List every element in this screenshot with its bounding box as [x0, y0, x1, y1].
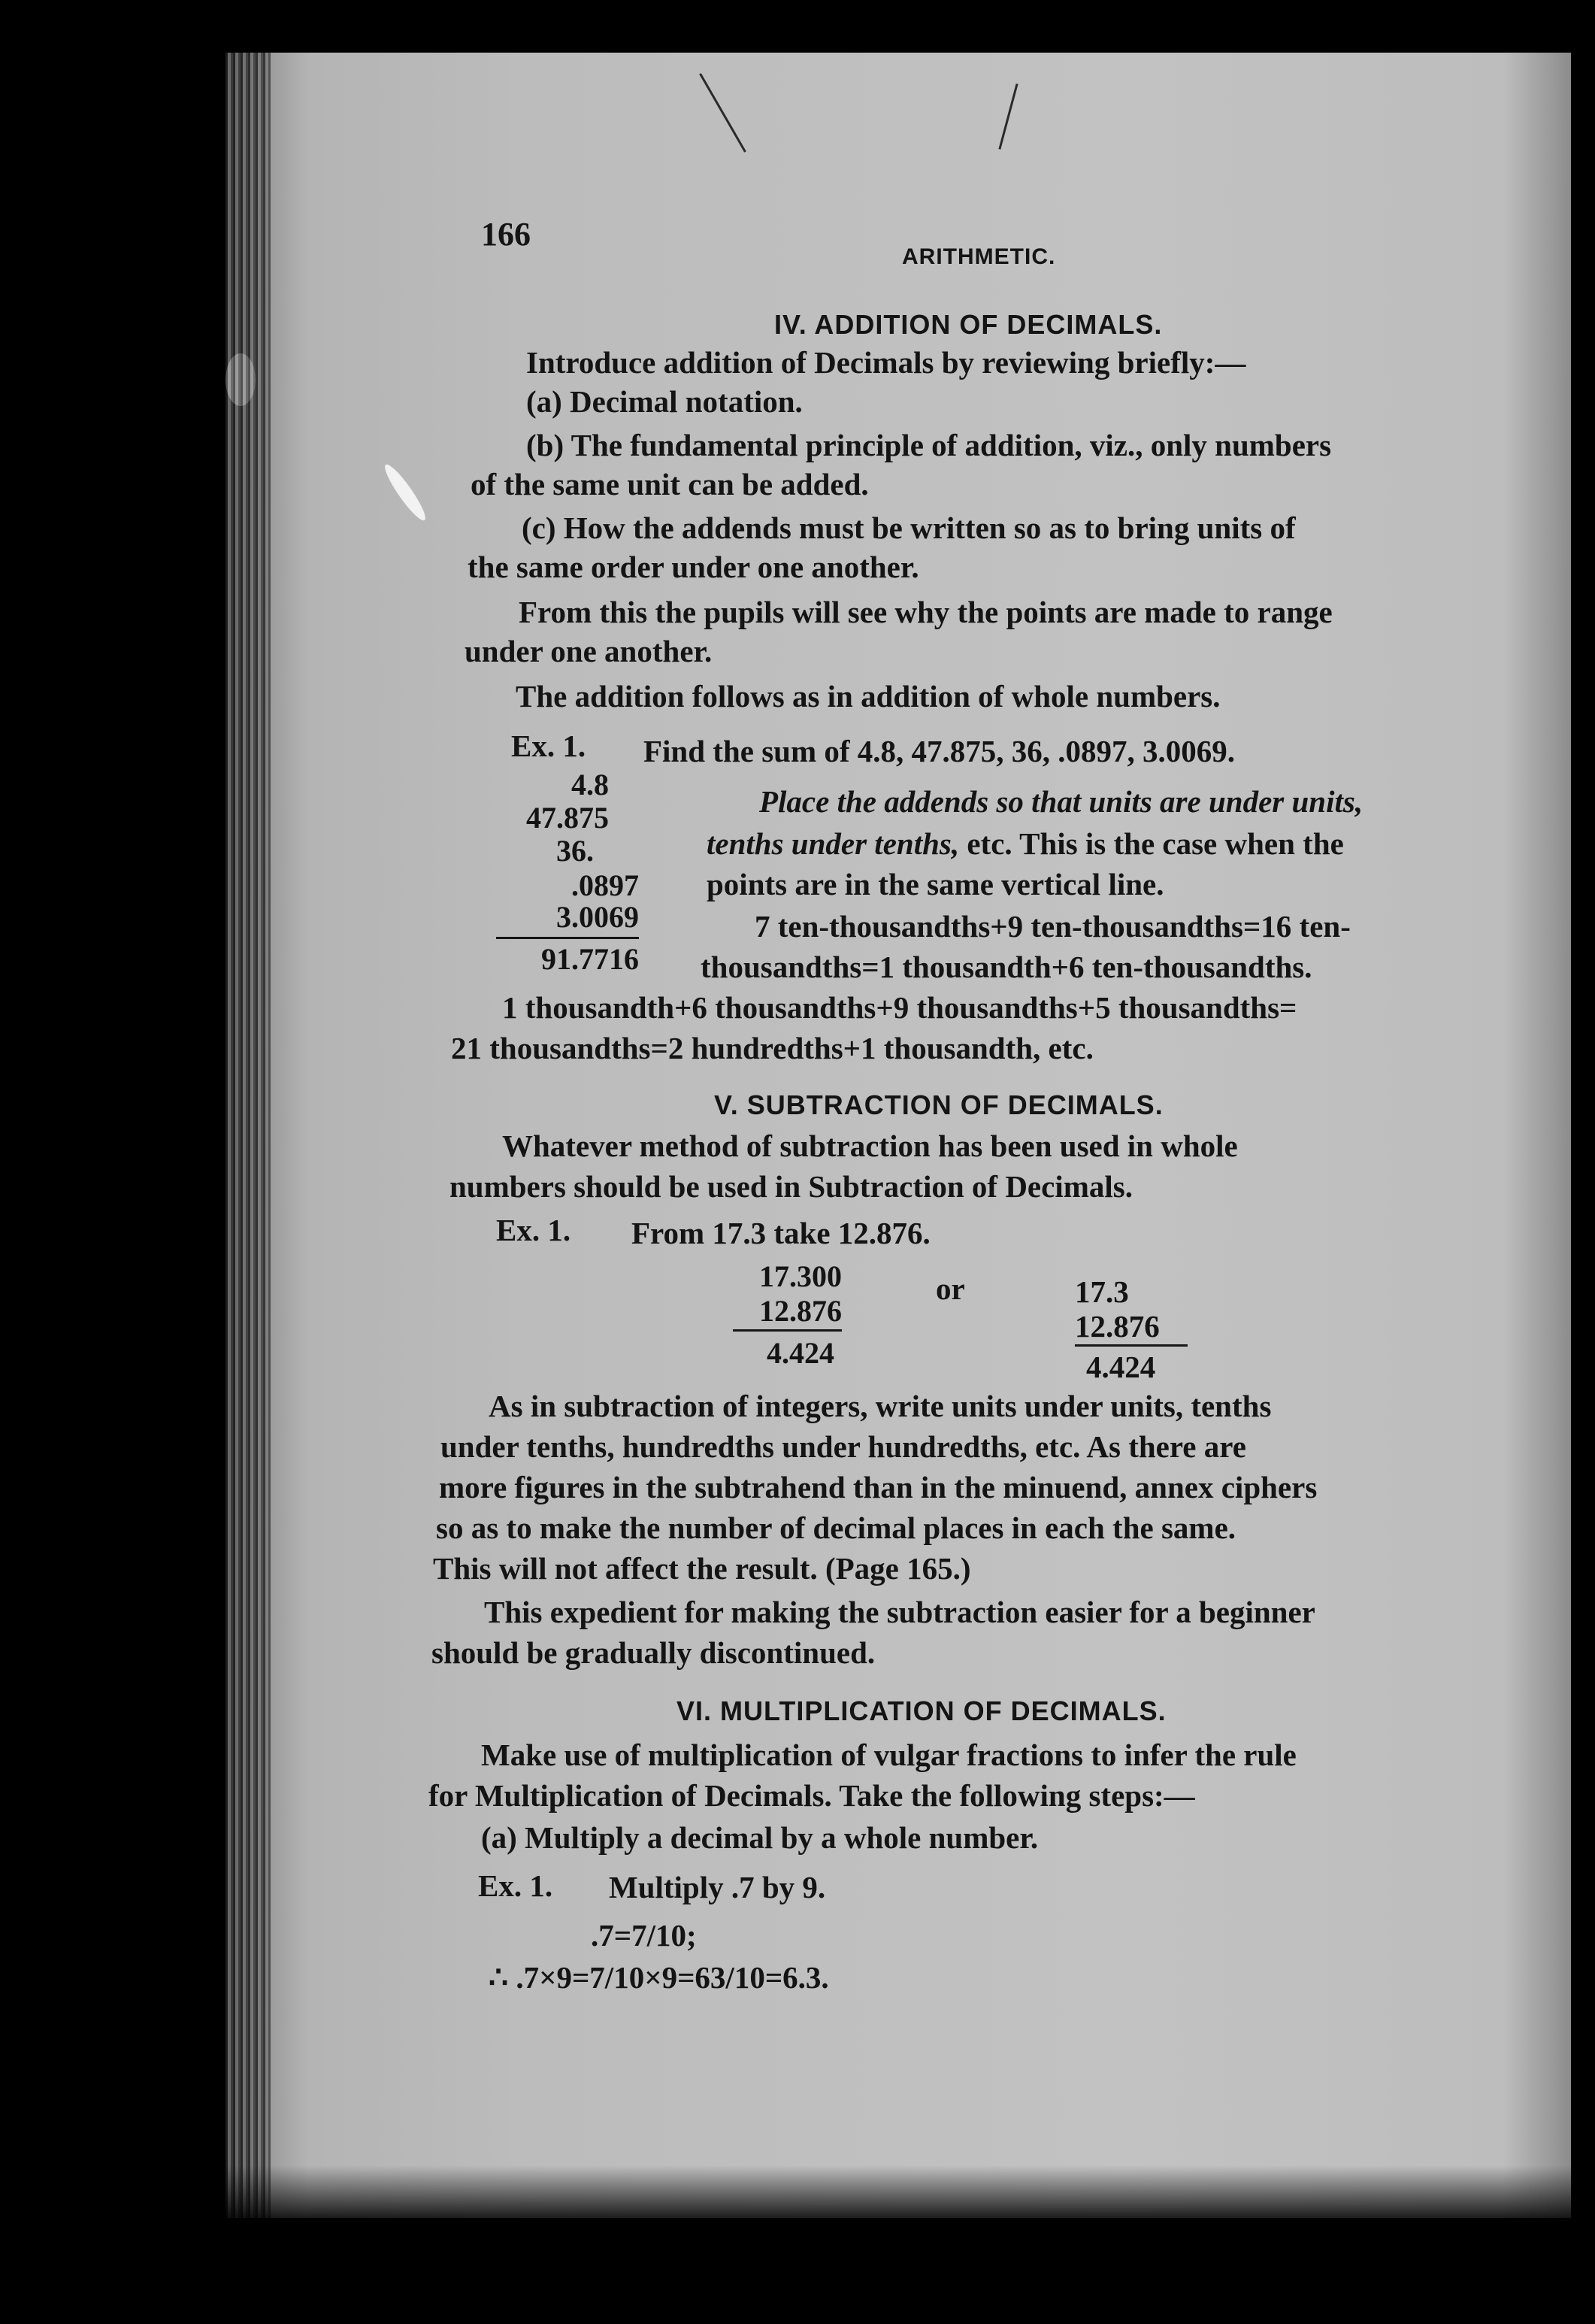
example-label: Ex. 1.	[496, 1213, 571, 1247]
difference: 4.424	[1086, 1350, 1156, 1384]
paragraph-line: The addition follows as in addition of whole numbers.	[516, 679, 1221, 714]
subtrahend: 12.876	[759, 1294, 842, 1328]
difference-line	[733, 1329, 842, 1332]
subtrahend: 12.876	[1075, 1309, 1160, 1344]
equation: .7=7/10;	[591, 1918, 697, 1953]
example-label: Ex. 1.	[478, 1868, 553, 1903]
note-italic: tenths under tenths,	[707, 826, 960, 861]
difference-line	[1075, 1344, 1188, 1347]
sum-line	[496, 937, 639, 939]
or-text: or	[936, 1271, 965, 1306]
example-text: From 17.3 take 12.876.	[631, 1216, 931, 1250]
paragraph-line: (c) How the addends must be written so as to bring units of	[522, 511, 1296, 545]
difference: 4.424	[767, 1336, 834, 1370]
equation: ∴ .7×9=7/10×9=63/10=6.3.	[489, 1960, 829, 1995]
addend: 4.8	[571, 768, 609, 801]
page-gutter-shadow	[225, 53, 271, 2218]
page-bottom-shadow	[225, 2165, 1571, 2218]
note-line: 1 thousandth+6 thousandths+9 thousandths+5 thousandths=	[502, 990, 1297, 1025]
paragraph-line: under tenths, hundredths under hundredths, etc. As there are	[440, 1429, 1246, 1464]
section-title-subtraction: V. SUBTRACTION OF DECIMALS.	[714, 1089, 1164, 1120]
page-scratch	[699, 73, 746, 152]
note-line: 7 ten-thousandths+9 ten-thousandths=16 ten-	[755, 909, 1351, 944]
paragraph-line: so as to make the number of decimal places in each the same.	[436, 1510, 1236, 1545]
addend: 3.0069	[556, 900, 639, 934]
paragraph-line: Whatever method of subtraction has been used in whole	[502, 1129, 1238, 1163]
minuend: 17.3	[1075, 1274, 1129, 1309]
paragraph-line: numbers should be used in Subtraction of Decimals.	[449, 1169, 1133, 1204]
note-line: Place the addends so that units are under units,	[759, 784, 1363, 819]
addend: 36.	[556, 834, 594, 868]
example-text: Find the sum of 4.8, 47.875, 36, .0897, 3.0069.	[643, 734, 1236, 768]
note-line	[707, 826, 1344, 862]
paragraph-line: From this the pupils will see why the points are made to range	[519, 595, 1333, 629]
section-title-addition: IV. ADDITION OF DECIMALS.	[774, 309, 1163, 340]
page-scratch	[998, 83, 1018, 150]
paragraph-line: for Multiplication of Decimals. Take the following steps:—	[428, 1778, 1195, 1813]
note-line: points are in the same vertical line.	[707, 867, 1164, 901]
paragraph-line: should be gradually discontinued.	[431, 1635, 876, 1670]
note-line: thousandths=1 thousandth+6 ten-thousandths.	[701, 950, 1312, 984]
note-line: 21 thousandths=2 hundredths+1 thousandth, etc.	[451, 1031, 1094, 1065]
paragraph-line: Introduce addition of Decimals by reviewing briefly:—	[526, 345, 1246, 380]
paragraph-line: more figures in the subtrahend than in the minuend, annex ciphers	[439, 1470, 1318, 1504]
section-title-multiplication: VI. MULTIPLICATION OF DECIMALS.	[676, 1695, 1167, 1726]
paragraph-line: (a) Decimal notation.	[526, 384, 803, 419]
paragraph-line: of the same unit can be added.	[471, 467, 869, 501]
page-number: 166	[481, 216, 531, 253]
paragraph-line: This will not affect the result. (Page 165.)	[433, 1551, 971, 1586]
paragraph-line: Make use of multiplication of vulgar fractions to infer the rule	[481, 1738, 1297, 1772]
paper-speck	[380, 461, 430, 524]
paragraph-line: under one another.	[465, 634, 713, 668]
paragraph-line: This expedient for making the subtraction easier for a beginner	[484, 1595, 1315, 1629]
example-text: Multiply .7 by 9.	[609, 1870, 826, 1904]
minuend: 17.300	[759, 1259, 842, 1293]
paragraph-line: (b) The fundamental principle of addition, viz., only numbers	[526, 428, 1332, 462]
addend: 47.875	[526, 801, 609, 835]
note-roman: etc. This is the case when the	[959, 826, 1344, 861]
paragraph-line: (a) Multiply a decimal by a whole number.	[481, 1820, 1039, 1855]
sum: 91.7716	[541, 942, 639, 976]
paragraph-line: the same order under one another.	[468, 550, 919, 584]
paragraph-line: As in subtraction of integers, write units under units, tenths	[489, 1389, 1272, 1423]
addend: .0897	[571, 868, 639, 902]
running-title: ARITHMETIC.	[902, 244, 1056, 269]
example-label: Ex. 1.	[511, 729, 586, 763]
